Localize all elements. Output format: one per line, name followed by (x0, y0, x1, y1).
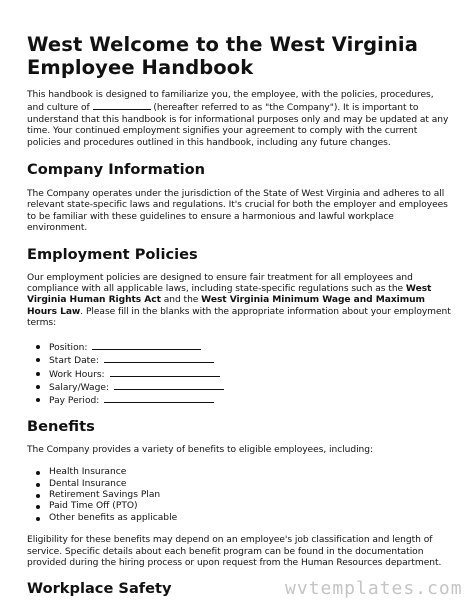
salary-wage-field[interactable] (114, 381, 224, 390)
employment-policies-paragraph (27, 273, 451, 330)
position-label: Position: (49, 342, 88, 353)
workplace-safety-heading: Workplace Safety (27, 580, 172, 598)
document-title: West Welcome to the West Virginia Employee Handbook (27, 33, 418, 79)
employment-policies-heading: Employment Policies (27, 245, 198, 263)
law-minimum-wage: West Virginia Minimum Wage and Maximum Hours Law (27, 295, 425, 317)
employment-terms-list (27, 341, 451, 408)
list-item: Retirement Savings Plan (27, 490, 451, 501)
list-item: Paid Time Off (PTO) (27, 501, 451, 512)
company-info-heading: Company Information (27, 161, 206, 179)
pay-period-field[interactable] (104, 394, 214, 403)
company-name-blank[interactable] (93, 101, 151, 110)
law-human-rights-act: West Virginia Human Rights Act (27, 284, 432, 306)
intro-paragraph (27, 90, 451, 149)
document-page (27, 33, 451, 597)
list-item (27, 381, 451, 394)
benefits-eligibility-paragraph: Eligibility for these benefits may depend on an employee's job classification and length of service. Specific details about each benefit program can be found in the documentation provided during the hiring process or upon request from the Human Resources department. (27, 535, 442, 568)
position-field[interactable] (92, 341, 201, 350)
list-item (27, 354, 451, 367)
benefits-list (27, 467, 451, 524)
watermark: wvtemplates.com (285, 578, 463, 599)
pay-period-label: Pay Period: (49, 396, 100, 407)
benefits-heading: Benefits (27, 417, 95, 435)
salary-wage-label: Salary/Wage: (49, 382, 110, 393)
start-date-label: Start Date: (49, 356, 99, 367)
intro-text-before: This handbook is designed to familiarize you, the employee, with the policies, procedures, and culture of (27, 90, 434, 114)
list-item (27, 368, 451, 381)
policies-text-2: and the (163, 295, 199, 306)
work-hours-field[interactable] (110, 368, 220, 377)
work-hours-label: Work Hours: (49, 369, 105, 380)
start-date-field[interactable] (104, 354, 214, 363)
list-item (27, 341, 451, 354)
list-item: Health Insurance (27, 467, 451, 478)
benefits-intro: The Company provides a variety of benefits to eligible employees, including: (27, 444, 373, 455)
list-item: Dental Insurance (27, 479, 451, 490)
policies-text-1: Our employment policies are designed to ensure fair treatment for all employees and compliance with all applicable laws, including state-specific regulations such as the (27, 272, 413, 295)
list-item: Other benefits as applicable (27, 513, 451, 524)
intro-text-after: (hereafter referred to as "the Company"). It is important to understand that this handbook is for informational purposes only and may be updated at any time. Your continued employment signifies your agreement to comply with the current policies and procedures outlined in this handbook, including any future changes. (27, 103, 449, 148)
company-info-paragraph: The Company operates under the jurisdiction of the State of West Virginia and adheres to all relevant state-specific laws and regulations. It's crucial for both the employer and employees to be familiar with these guidelines to ensure a harmonious and lawful workplace environment. (27, 189, 448, 234)
list-item (27, 394, 451, 407)
policies-text-3: . Please fill in the blanks with the appropriate information about your employment terms: (27, 306, 451, 329)
